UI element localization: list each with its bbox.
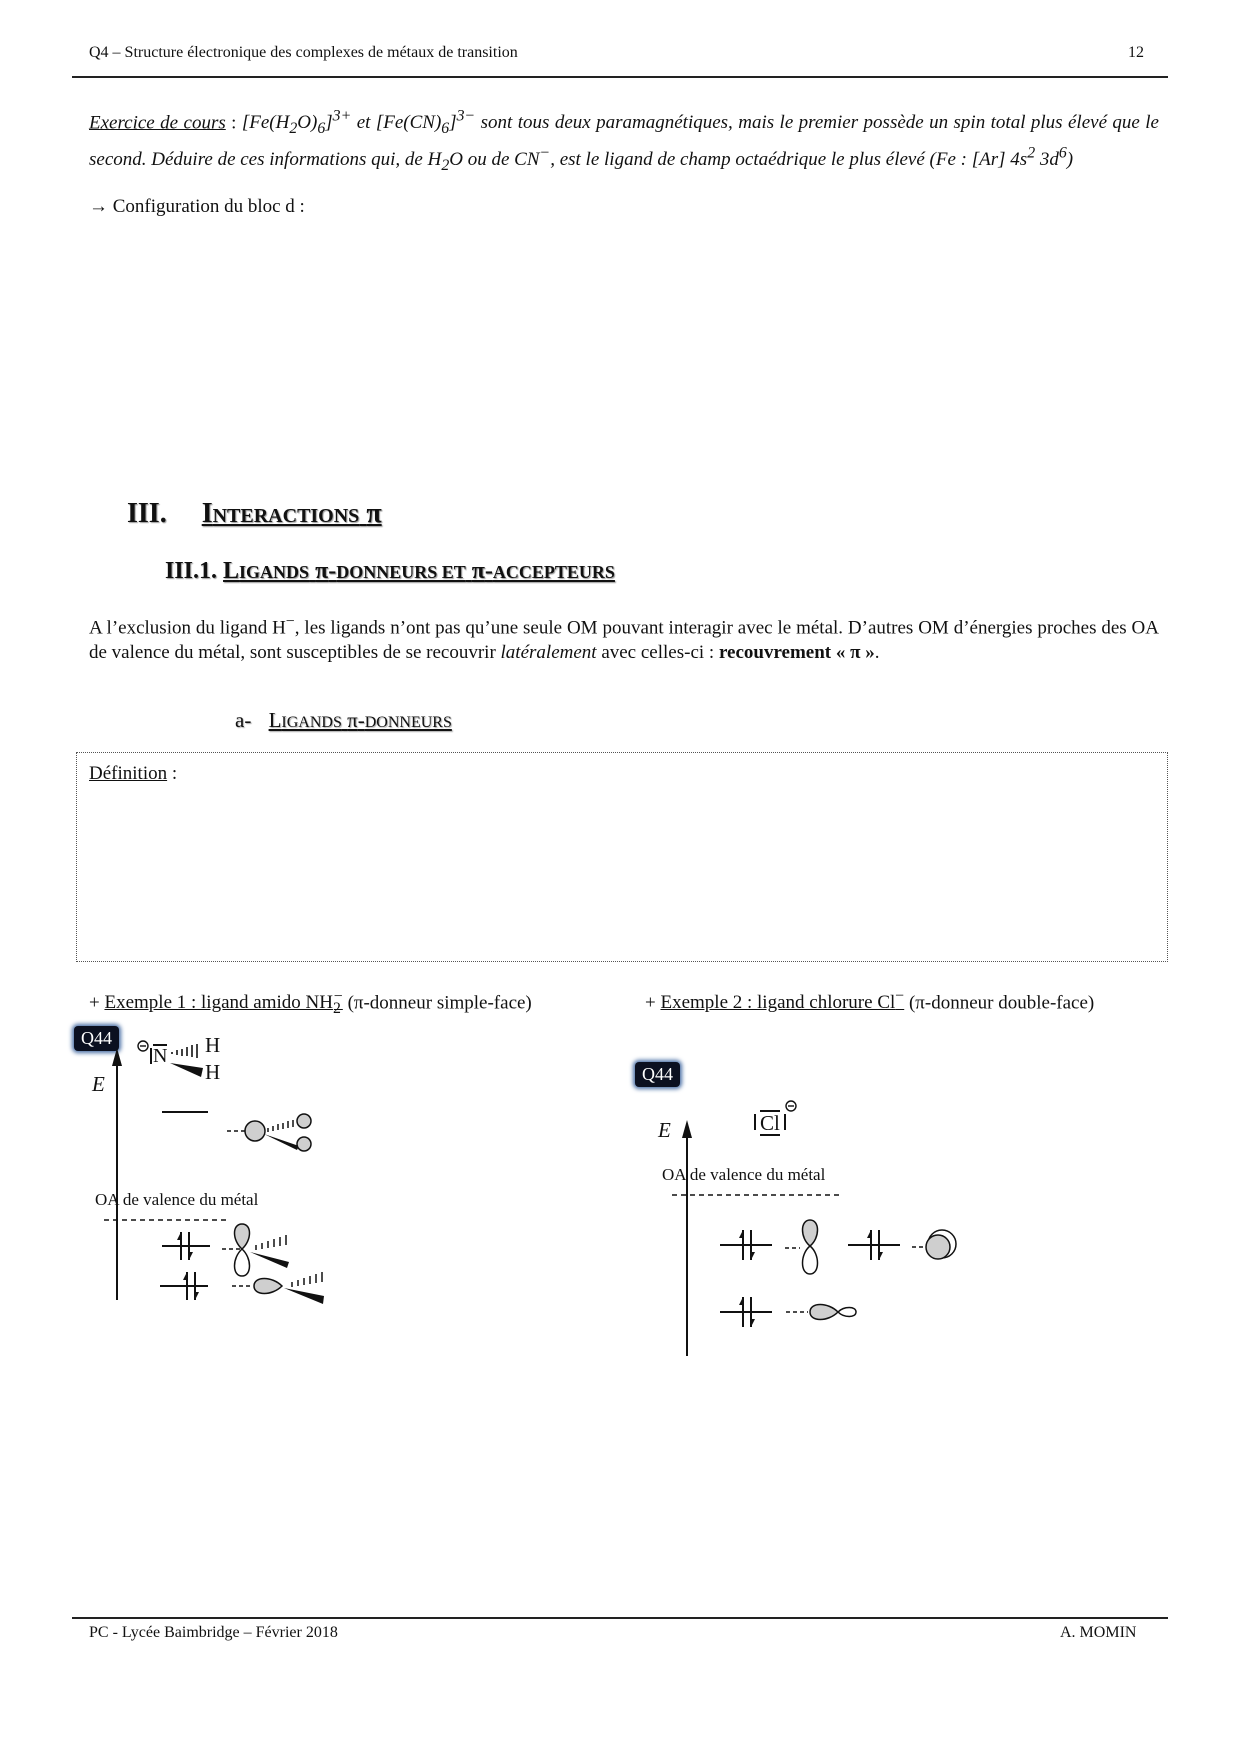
electron-pair-level — [720, 1230, 772, 1260]
header-rule — [72, 76, 1168, 78]
exercise-label: Exercice de cours — [89, 112, 226, 134]
electron-pair-level — [848, 1230, 900, 1260]
definition-label: Définition — [89, 763, 168, 784]
atom-h1: H — [205, 1033, 221, 1057]
electron-pair-level — [160, 1272, 208, 1300]
oa-label-2: OA de valence du métal — [662, 1165, 826, 1184]
p-orbital-horizontal-icon — [810, 1305, 856, 1320]
q44-badge-1: Q44 — [74, 1026, 119, 1051]
footer-right: A. MOMIN — [1060, 1624, 1137, 1641]
footer-left: PC - Lycée Baimbridge – Février 2018 — [89, 1624, 338, 1641]
energy-axis-2 — [682, 1120, 692, 1356]
hashed-bond-icon — [172, 1044, 197, 1058]
atom-cl: Cl — [760, 1111, 780, 1135]
example-2-diagram — [600, 1090, 1020, 1370]
p-orbital-vertical-icon — [235, 1224, 290, 1276]
section-3-1-heading — [165, 558, 615, 585]
energy-axis-label-2: E — [658, 1118, 671, 1142]
subsection-a-prefix: a- — [235, 708, 252, 732]
section-3-1-number: III.1. — [165, 558, 218, 584]
q44-badge-2: Q44 — [635, 1062, 680, 1087]
footer-rule — [72, 1617, 1168, 1619]
intro-paragraph: A l’exclusion du ligand H−, les ligands n’ont pas qu’une seule OM pouvant interagir avec le métal. D’autres OM d’énergies proches des OA de valence du métal, sont susceptibles de se recouvrir latéralement avec celles-ci : recouvrement « π ». — [89, 613, 1160, 664]
negative-charge-icon — [786, 1101, 796, 1111]
negative-charge-icon — [138, 1041, 148, 1051]
subsection-a-heading — [235, 708, 452, 733]
section-3-heading — [127, 498, 382, 530]
wedge-bond-icon — [170, 1063, 203, 1077]
example-2-caption: + Exemple 2 : ligand chlorure Cl− (π-donneur double-face) — [645, 988, 1095, 1014]
p-orbital-horizontal-icon — [254, 1272, 324, 1304]
section-3-title: INTERACTIONS π — [201, 498, 382, 529]
example-1-caption: + Exemple 1 : ligand amido $NH_2^-$ (π-donneur simple-face) — [89, 988, 532, 1018]
energy-axis-label-1: E — [92, 1072, 105, 1096]
page-number: 12 — [1128, 44, 1144, 61]
exercise-paragraph: Exercice de cours : $[Fe(H_2O)_6]^{3+}$ et $[Fe(CN)_6]^{3-}$ sont tous deux paramagnétiques, mais le premier possède un spin total plus élevé que le second. Déduire de ces informations qui, de $H_2O$ ou de CN−, est le ligand de champ octaédrique le plus élevé (Fe : [Ar] $4s^2$ $3d^6$) — [89, 108, 1159, 175]
atom-n: N — [153, 1045, 168, 1067]
electron-pair-level — [162, 1232, 210, 1260]
electron-pair-level — [720, 1297, 772, 1327]
atom-h2: H — [205, 1060, 221, 1084]
section-3-1-title: LIGANDS π-DONNEURS ET π-ACCEPTEURS — [223, 558, 615, 584]
p-orbital-front-icon — [926, 1230, 956, 1259]
energy-axis-1 — [112, 1048, 122, 1300]
p-orbital-icon — [245, 1114, 311, 1151]
definition-label-row: Définition : — [89, 763, 178, 784]
oa-label-1: OA de valence du métal — [95, 1190, 259, 1209]
subsection-a-title: LIGANDS π-DONNEURS — [268, 708, 452, 732]
section-3-number: III. — [127, 498, 167, 529]
config-label: → Configuration du bloc d : — [89, 196, 305, 217]
p-orbital-vertical-icon — [803, 1220, 818, 1274]
example-1-diagram — [0, 1020, 620, 1320]
header-title: Q4 – Structure électronique des complexes de métaux de transition — [89, 44, 518, 61]
definition-box[interactable] — [76, 752, 1168, 962]
